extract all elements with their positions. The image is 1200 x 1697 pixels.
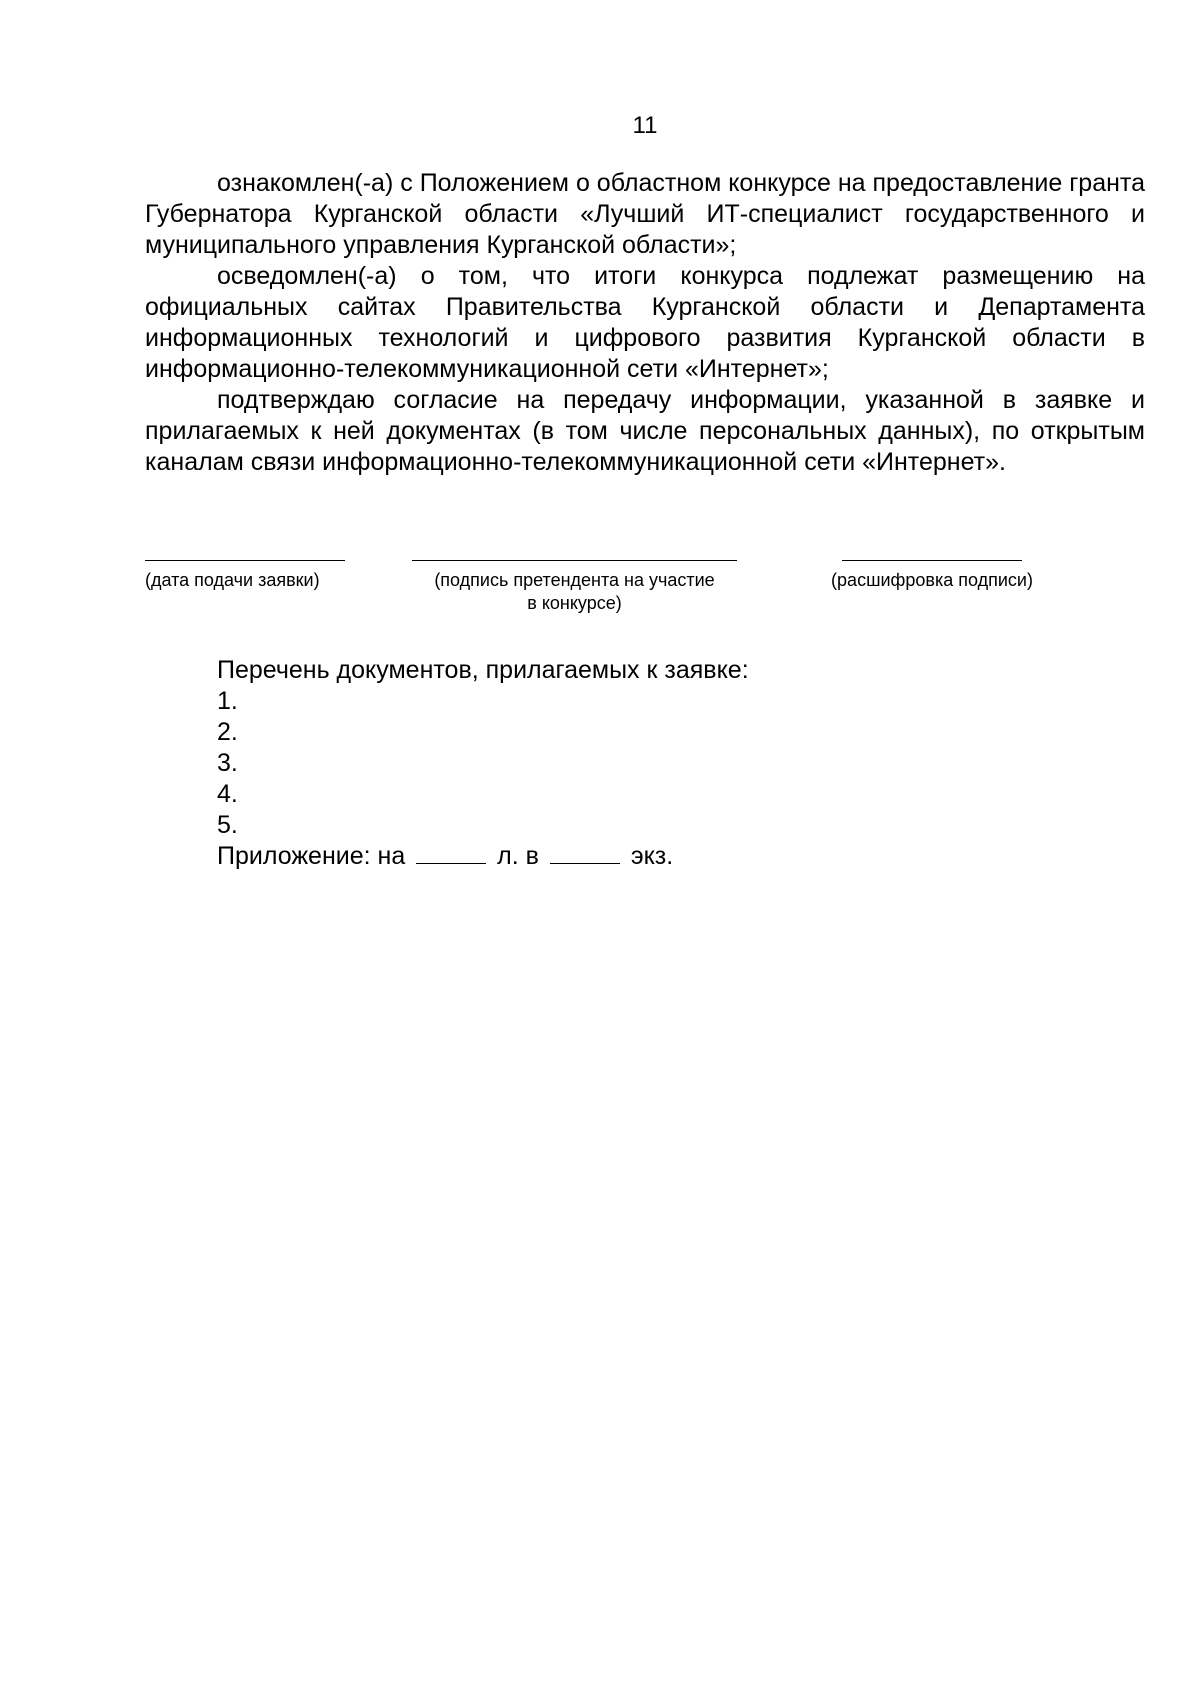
attachment-line bbox=[217, 841, 749, 872]
list-item: 3. bbox=[217, 749, 238, 777]
signature-line bbox=[412, 560, 737, 561]
decoding-line bbox=[842, 560, 1022, 561]
paragraph-acquainted: ознакомлен(-а) с Положением о областном конкурсе на предоставление гранта Губернатора Курганской области «Лучший ИТ-специалист государственного и муниципального управления Курганской области»; bbox=[145, 169, 1145, 259]
paragraph-consent: подтверждаю согласие на передачу информации, указанной в заявке и прилагаемых к ней документах (в том числе персональных данных), по открытым каналам связи информационно-телекоммуникационной сети «Интернет». bbox=[145, 386, 1145, 476]
date-signature-field bbox=[145, 560, 345, 592]
attachment-suffix: экз. bbox=[630, 842, 674, 870]
list-item: 1. bbox=[217, 687, 238, 715]
list-item: 4. bbox=[217, 780, 238, 808]
documents-list-title: Перечень документов, прилагаемых к заявке: bbox=[217, 656, 749, 684]
page-number: 11 bbox=[632, 112, 658, 139]
signature-label-line1: (подпись претендента на участие bbox=[434, 570, 715, 590]
documents-list bbox=[217, 655, 749, 872]
decoding-label: (расшифровка подписи) bbox=[831, 570, 1033, 590]
date-label: (дата подачи заявки) bbox=[145, 570, 320, 590]
copies-blank bbox=[550, 843, 620, 864]
list-item: 5. bbox=[217, 811, 238, 839]
pages-blank bbox=[416, 843, 486, 864]
attachment-prefix: Приложение: на bbox=[217, 842, 406, 870]
consent-text bbox=[145, 168, 1145, 478]
signature-decoding-field bbox=[817, 560, 1047, 592]
attachment-middle: л. в bbox=[497, 842, 539, 870]
date-line bbox=[145, 560, 345, 561]
paragraph-informed: осведомлен(-а) о том, что итоги конкурса подлежат размещению на официальных сайтах Правительства Курганской области и Департамента информационных технологий и цифрового развития Курганской области в информационно-телекоммуникационной сети «Интернет»; bbox=[145, 262, 1145, 383]
applicant-signature-field bbox=[412, 560, 737, 615]
signature-label-line2: в конкурсе) bbox=[527, 593, 622, 613]
list-item: 2. bbox=[217, 718, 238, 746]
